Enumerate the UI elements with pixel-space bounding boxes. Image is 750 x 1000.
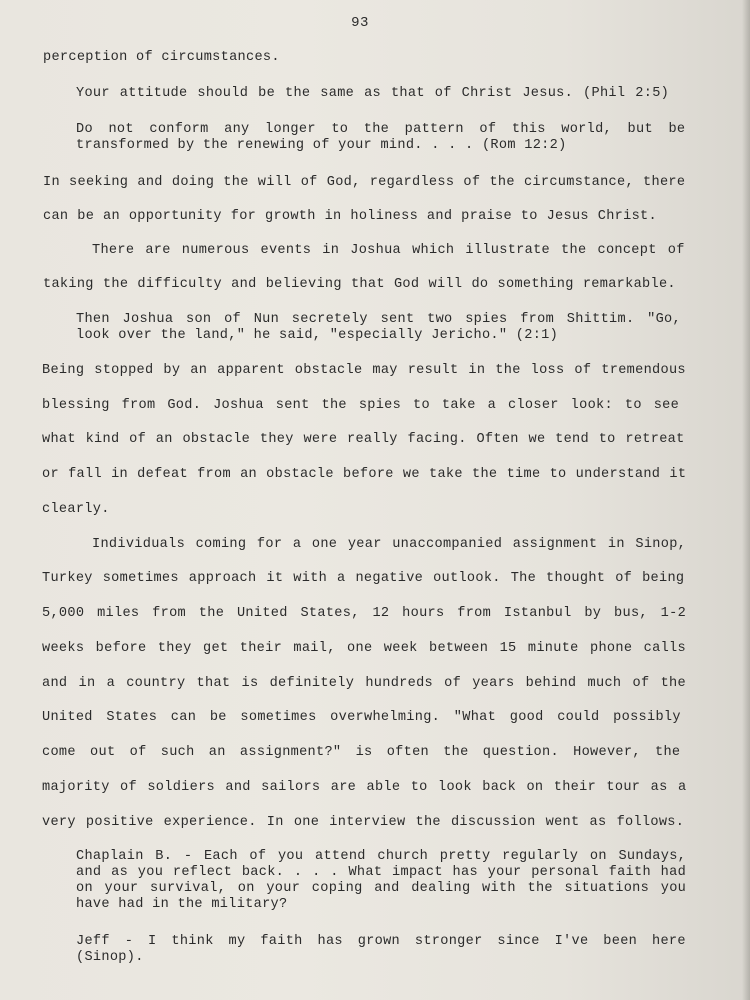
text-line: and in a country that is definitely hundreds of years behind much of the <box>42 676 686 691</box>
interview-line: Chaplain B. - Each of you attend church pretty regularly on Sundays, <box>76 849 687 864</box>
interview-line: Jeff - I think my faith has grown stronger since I've been here <box>76 934 686 949</box>
interview-line: on your survival, on your coping and dealing with the situations you <box>76 881 687 896</box>
interview-line: (Sinop). <box>76 950 144 965</box>
quote-line: Then Joshua son of Nun secretely sent two spies from Shittim. "Go, <box>76 312 681 327</box>
text-line: United States can be sometimes overwhelming. "What good could possibly <box>42 710 681 725</box>
text-line: Turkey sometimes approach it with a negative outlook. The thought of being <box>42 571 685 586</box>
text-line: come out of such an assignment?" is often the question. However, the <box>42 745 681 760</box>
text-line: In seeking and doing the will of God, regardless of the circumstance, there <box>43 175 686 190</box>
quote-line: look over the land," he said, "especially Jericho." (2:1) <box>76 328 559 343</box>
text-line: majority of soldiers and sailors are able to look back on their tour as a <box>42 780 687 795</box>
interview-line: and as you reflect back. . . . What impact has your personal faith had <box>76 865 687 880</box>
text-line: clearly. <box>42 502 110 517</box>
text-line: very positive experience. In one interview the discussion went as follows. <box>42 815 685 830</box>
page-number: 93 <box>351 15 369 31</box>
quote-line: transformed by the renewing of your mind. . . . (Rom 12:2) <box>76 138 567 153</box>
text-line: blessing from God. Joshua sent the spies to take a closer look: to see <box>42 398 680 413</box>
text-line: perception of circumstances. <box>43 50 280 65</box>
text-line: taking the difficulty and believing that God will do something remarkable. <box>43 277 676 292</box>
text-line: weeks before they get their mail, one week between 15 minute phone calls <box>42 641 686 656</box>
interview-line: have had in the military? <box>76 897 288 912</box>
text-line: or fall in defeat from an obstacle before we take the time to understand it <box>42 467 687 482</box>
text-line: Being stopped by an apparent obstacle may result in the loss of tremendous <box>42 363 686 378</box>
text-line: what kind of an obstacle they were really facing. Often we tend to retreat <box>42 432 685 447</box>
text-line: can be an opportunity for growth in holiness and praise to Jesus Christ. <box>43 209 657 224</box>
text-line: There are numerous events in Joshua which illustrate the concept of <box>92 243 685 258</box>
text-line: Individuals coming for a one year unaccompanied assignment in Sinop, <box>92 537 687 552</box>
page-edge-shadow <box>742 0 750 1000</box>
quote-line: Do not conform any longer to the pattern of this world, but be <box>76 122 686 137</box>
quote-line: Your attitude should be the same as that of Christ Jesus. (Phil 2:5) <box>76 86 670 101</box>
text-line: 5,000 miles from the United States, 12 hours from Istanbul by bus, 1-2 <box>42 606 687 621</box>
